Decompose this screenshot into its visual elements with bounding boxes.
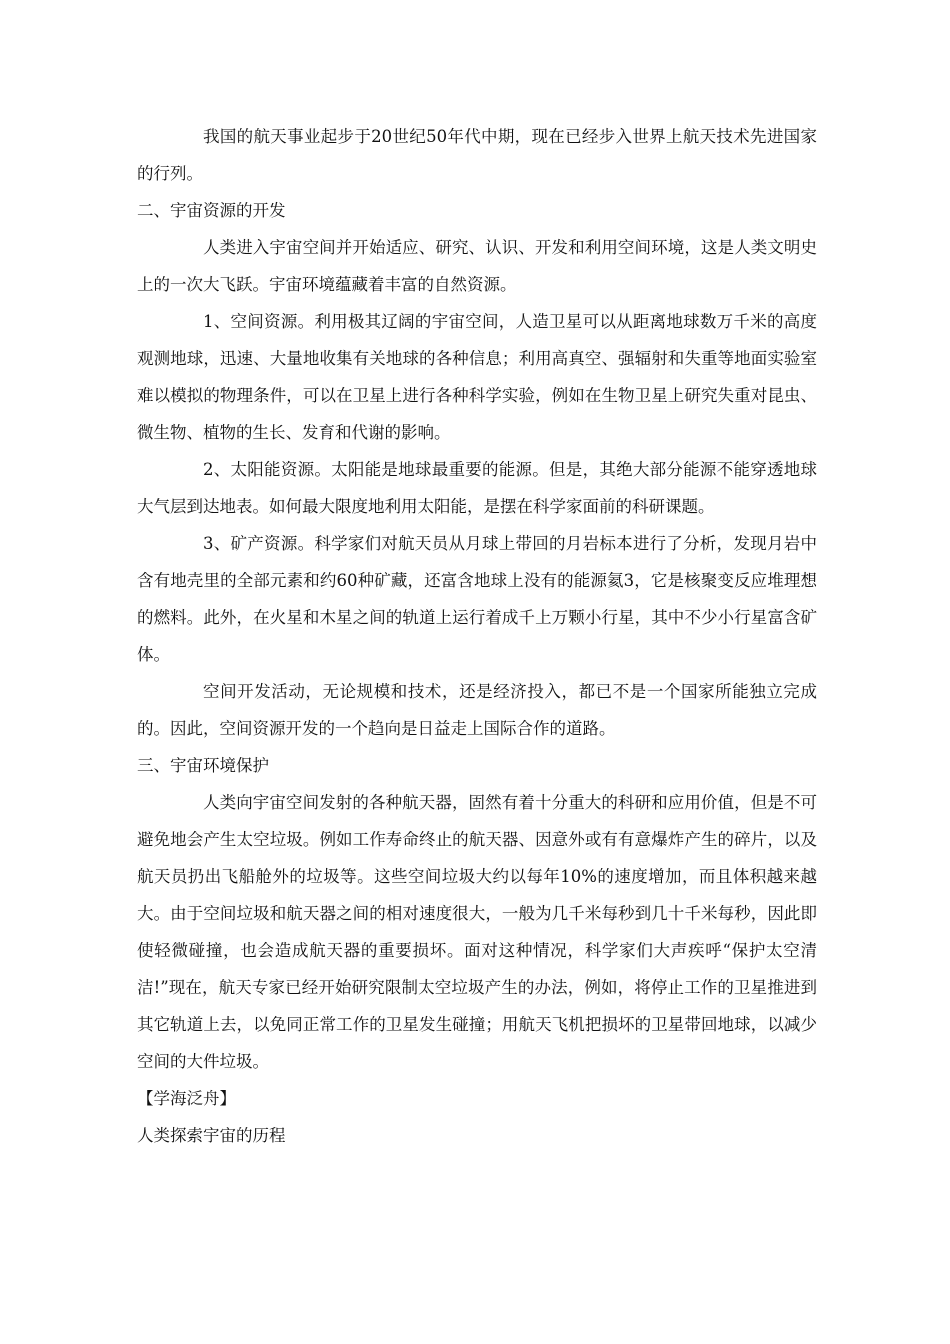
section-heading-space-resources: 二、宇宙资源的开发: [137, 201, 286, 220]
section-heading-xuehai-fanzhou: 【学海泛舟】: [137, 1089, 236, 1108]
section-heading-environment-protection: 三、宇宙环境保护: [137, 756, 269, 775]
paragraph-space-debris: 人类向宇宙空间发射的各种航天器，固然有着十分重大的科研和应用价值，但是不可避免地会产生太空垃圾。例如工作寿命终止的航天器、因意外或有有意爆炸产生的碎片，以及航天员扔出飞船舱外的垃圾等。这些空间垃圾大约以每年10%的速度增加，而且体积越来越大。由于空间垃圾和航天器之间的相对速度很大，一般为几千米每秒到几十千米每秒，因此即使轻微碰撞，也会造成航天器的重要损坏。面对这种情况，科学家们大声疾呼“保护太空清洁!”现在，航天专家已经开始研究限制太空垃圾产生的办法，例如，将停止工作的卫星推进到其它轨道上去，以免同正常工作的卫星发生碰撞；用航天飞机把损坏的卫星带回地球，以减少空间的大件垃圾。: [137, 793, 817, 1071]
paragraph-mineral-resource: 3、矿产资源。科学家们对航天员从月球上带回的月岩标本进行了分析，发现月岩中含有地壳里的全部元素和约60种矿藏，还富含地球上没有的能源氦3，它是核聚变反应堆理想的燃料。此外，在火星和木星之间的轨道上运行着成千上万颗小行星，其中不少小行星富含矿体。: [137, 534, 817, 664]
paragraph-solar-energy-resource: 2、太阳能资源。太阳能是地球最重要的能源。但是，其绝大部分能源不能穿透地球大气层到达地表。如何最大限度地利用太阳能，是摆在科学家面前的科研课题。: [137, 460, 817, 516]
document-page: [137, 118, 817, 1154]
paragraph-china-space-history: 我国的航天事业起步于20世纪50年代中期，现在已经步入世界上航天技术先进国家的行列。: [137, 127, 817, 183]
subheading-exploration-history: 人类探索宇宙的历程: [137, 1126, 286, 1145]
paragraph-space-resource: 1、空间资源。利用极其辽阔的宇宙空间，人造卫星可以从距离地球数万千米的高度观测地球，迅速、大量地收集有关地球的各种信息；利用高真空、强辐射和失重等地面实验室难以模拟的物理条件，可以在卫星上进行各种科学实验，例如在生物卫星上研究失重对昆虫、微生物、植物的生长、发育和代谢的影响。: [137, 312, 817, 442]
paragraph-space-environment-intro: 人类进入宇宙空间并开始适应、研究、认识、开发和利用空间环境，这是人类文明史上的一次大飞跃。宇宙环境蕴藏着丰富的自然资源。: [137, 238, 817, 294]
paragraph-international-cooperation: 空间开发活动，无论规模和技术，还是经济投入，都已不是一个国家所能独立完成的。因此，空间资源开发的一个趋向是日益走上国际合作的道路。: [137, 682, 817, 738]
